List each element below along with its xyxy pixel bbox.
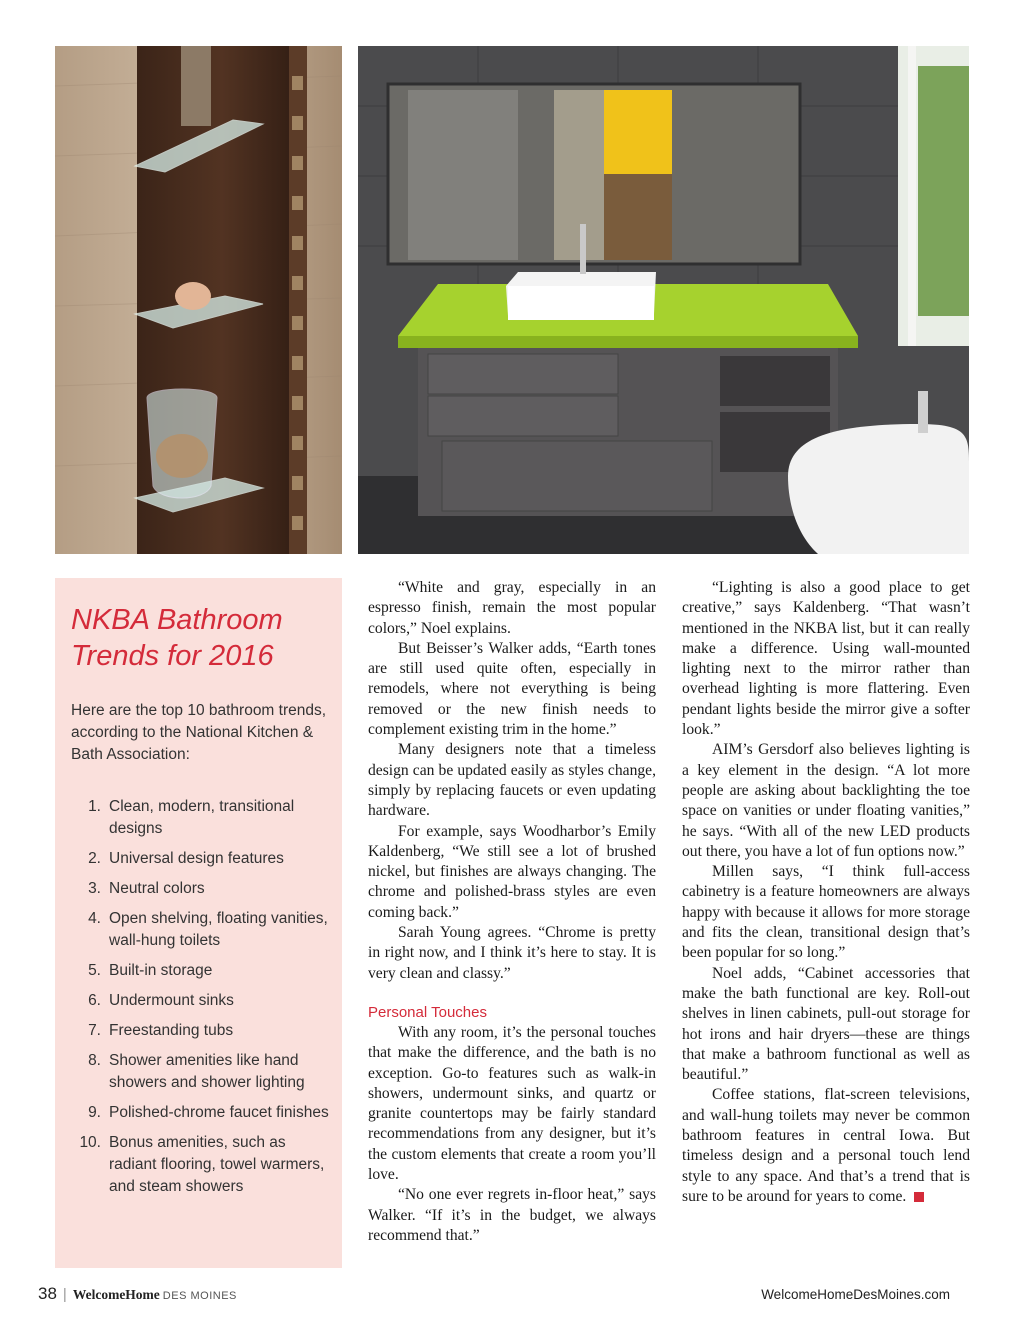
list-item-text: Clean, modern, transitional designs [109, 798, 295, 837]
paragraph: For example, says Woodharbor’s Emily Kaldenberg, “We still see a lot of brushed nickel, but finishes are always changing. The chrome and polished-brass styles are even coming back.” [368, 822, 656, 921]
footer-folio [38, 1284, 237, 1304]
paragraph: AIM’s Gersdorf also believes lighting is a key element in the design. “A lot more people are asking about backlighting the toe space on vanities or under floating vanities,” he says. “With all of the new LED products out there, you have a lot of fun options now.” [682, 741, 970, 860]
sidebar-title-line1: NKBA Bathroom [71, 604, 283, 636]
paragraph: But Beisser’s Walker adds, “Earth tones are still used quite often, especially in remodels, where not everything is being removed or the new finish needs to complement existing trim in the home.” [368, 639, 656, 739]
page-number: 38 [38, 1284, 57, 1303]
paragraph: “White and gray, especially in an espresso finish, remain the most popular colors,” Noel explains. [368, 579, 656, 637]
list-item-text: Undermount sinks [109, 992, 234, 1009]
list-item [71, 1132, 333, 1198]
list-item-text: Universal design features [109, 850, 284, 867]
list-item-text: Freestanding tubs [109, 1022, 234, 1039]
list-item [71, 878, 333, 900]
trends-list [71, 796, 333, 1206]
sidebar-title [71, 602, 331, 674]
list-item-number: 6. [88, 992, 101, 1009]
sidebar-intro: Here are the top 10 bathroom trends, according to the National Kitchen & Bath Association: [71, 702, 327, 763]
list-item-text: Bonus amenities, such as radiant flooring, towel warmers, and steam showers [109, 1134, 325, 1195]
list-item-number: 3. [88, 880, 101, 897]
paragraph: “Lighting is also a good place to get creative,” says Kaldenberg. “That wasn’t mentioned in the NKBA list, but it can really make a difference. Using wall-mounted lighting next to the mirror rather than overhead lighting is more flattering. Even pendant lights beside the mirror give a softer look.” [682, 579, 970, 739]
magazine-brand: WelcomeHome [72, 1287, 160, 1302]
list-item-number: 1. [88, 798, 101, 815]
list-item-text: Neutral colors [109, 880, 205, 897]
bathroom-vanity-illustration [358, 46, 969, 554]
list-item-number: 9. [88, 1104, 101, 1121]
list-item [71, 796, 333, 840]
footer-separator: | [62, 1286, 67, 1303]
list-item-number: 10. [79, 1134, 101, 1151]
list-item [71, 1050, 333, 1094]
paragraph: Noel adds, “Cabinet accessories that make the bath functional are key. Roll-out shelves in linen cabinets, pull-out storage for hot irons and hair dryers—these are things that make a bathroom functional as well as beautiful.” [682, 964, 970, 1084]
list-item-number: 5. [88, 962, 101, 979]
article-column-middle [368, 578, 656, 1246]
list-item [71, 1102, 333, 1124]
article-column-right [682, 578, 970, 1207]
list-item-number: 8. [88, 1052, 101, 1069]
list-item [71, 848, 333, 870]
glass-shelves-illustration [55, 46, 342, 554]
list-item-number: 7. [88, 1022, 101, 1039]
magazine-city: DES MOINES [162, 1290, 237, 1302]
sidebar-title-line2: Trends for 2016 [71, 640, 274, 672]
photo-glass-shelves [55, 46, 342, 554]
list-item-number: 2. [88, 850, 101, 867]
paragraph: Sarah Young agrees. “Chrome is pretty in right now, and I think it’s here to stay. It is very clean and classy.” [368, 924, 656, 982]
list-item-number: 4. [88, 910, 101, 927]
list-item-text: Polished-chrome faucet finishes [109, 1104, 329, 1121]
sidebar-nkba-trends [55, 578, 342, 1268]
list-item [71, 960, 333, 982]
list-item-text: Shower amenities like hand showers and shower lighting [109, 1052, 305, 1091]
paragraph: Millen says, “I think full-access cabinetry is a feature homeowners are always happy with because it allows for more storage and fits the clean, transitional design that’s been popular for so long.” [682, 863, 970, 962]
photo-bathroom-vanity [358, 46, 969, 554]
section-heading: Personal Touches [368, 1003, 487, 1021]
list-item [71, 990, 333, 1012]
paragraph: With any room, it’s the personal touches that make the difference, and the bath is no exception. Go-to features such as walk-in showers, undermount sinks, and quartz or granite countertops may be fairly standard recommendations from any designer, but it’s the custom elements that create a room you’ll love. [368, 1023, 656, 1184]
paragraph: Many designers note that a timeless design can be updated easily as styles change, simply by replacing faucets or even updating hardware. [368, 741, 656, 820]
footer-website: WelcomeHomeDesMoines.com [761, 1287, 950, 1302]
list-item [71, 1020, 333, 1042]
paragraph-final [682, 1085, 970, 1207]
end-of-article-square-icon [914, 1192, 924, 1202]
list-item-text: Built-in storage [109, 962, 213, 979]
paragraph: “No one ever regrets in-floor heat,” says Walker. “If it’s in the budget, we always recommend that.” [368, 1186, 656, 1244]
list-item-text: Open shelving, floating vanities, wall-hung toilets [109, 910, 328, 949]
paragraph-final-text: Coffee stations, flat-screen televisions, and wall-hung toilets may never be common bathroom features in central Iowa. But timeless design and a personal touch lend style to any space. And that’s a trend that is sure to be around for years to come. [682, 1086, 970, 1205]
list-item [71, 908, 333, 952]
